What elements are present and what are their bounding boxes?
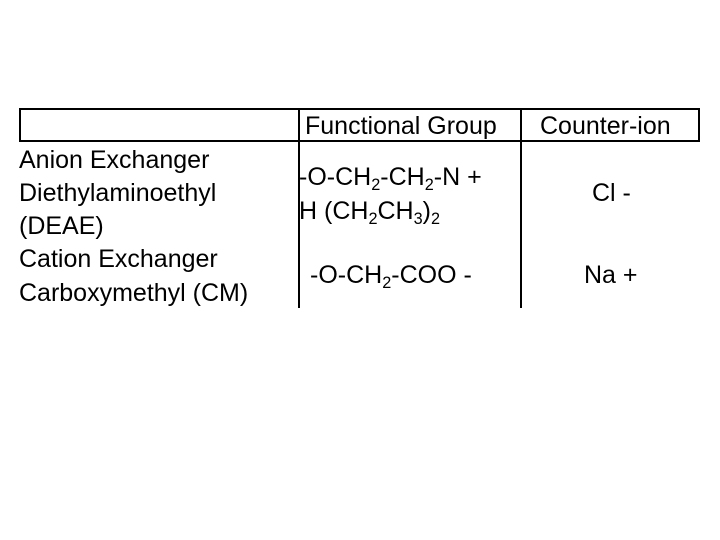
functional-group-formula: $-O-CH_2-CH_2-N$ +	[299, 163, 482, 194]
counter-ion-cell: Cl -	[592, 179, 631, 207]
row-label-line: Diethylaminoethyl	[19, 179, 217, 207]
functional-group-formula: $-O-CH_2$-COO -	[310, 261, 472, 292]
functional-group-formula-line2: H $(CH_2CH_3)_2$	[299, 197, 441, 228]
header-functional-group: Functional Group	[305, 112, 497, 140]
column-divider-2	[520, 108, 522, 308]
row-label-line: Carboxymethyl (CM)	[19, 279, 249, 307]
counter-ion-cell: Na +	[584, 261, 638, 289]
row-label-line: Cation Exchanger	[19, 245, 218, 273]
row-label-line: Anion Exchanger	[19, 146, 210, 174]
table-right-border	[698, 108, 700, 142]
header-counter-ion: Counter-ion	[540, 112, 671, 140]
table-left-border	[19, 108, 21, 142]
row-label-line: (DEAE)	[19, 212, 104, 240]
